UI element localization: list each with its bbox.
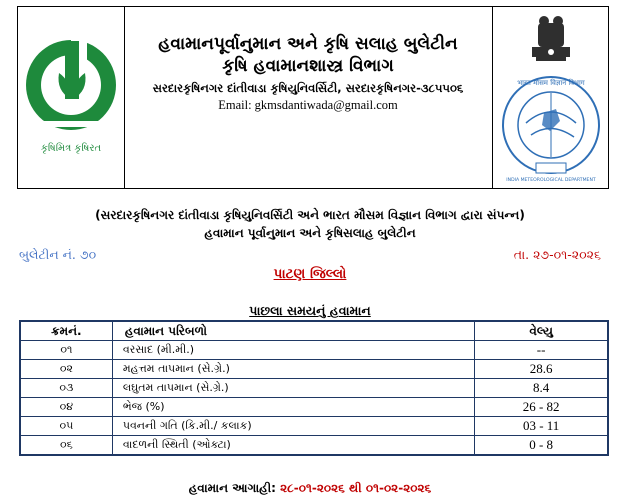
table-row [20,398,608,417]
row-number: ૦૨ [20,360,112,379]
past-weather-table [19,320,609,456]
forecast-heading [0,481,620,496]
imd-logo-english-text: INDIA METEOROLOGICAL DEPARTMENT [506,178,596,183]
contact-email: Email: gkmsdantiwada@gmail.com [218,98,398,112]
bulletin-number: બુલેટીન નં. ૭૦ [19,247,97,262]
row-number: ૦૩ [20,379,112,398]
university-logo-caption: કૃષિમિત્ર કૃષિરત [40,143,102,154]
university-logo [21,21,121,176]
row-parameter: વરસાદ (મી.મી.) [112,341,474,360]
row-parameter: લઘુતમ તાપમાન (સે.ગ્રે.) [112,379,474,398]
row-parameter: ભેજ (%) [112,398,474,417]
table-row [20,379,608,398]
row-parameter: મહત્તમ તાપમાન (સે.ગ્રે.) [112,360,474,379]
header-box [17,6,609,189]
credit-line: (સરદારકૃષિનગર દાંતીવાડા કૃષિયુનિવર્સિટી અને ભારત મૌસમ વિજ્ઞાન વિભાગ દ્વારા સંપન્ન) [95,208,525,222]
header-divider-left [124,7,125,188]
table-row [20,436,608,456]
row-value: 0 - 8 [475,436,608,456]
column-header-value: વેલ્યુ [475,321,608,341]
department-title: કૃષિ હવામાનશાસ્ત્ર વિભાગ [222,56,394,76]
row-value: 8.4 [475,379,608,398]
past-weather-title: પાછલા સમયનું હવામાન [249,303,371,318]
bulletin-main-title: હવામાનપૂર્વાનુમાન અને કૃષિ સલાહ બુલેટીન [158,34,458,54]
row-number: ૦૬ [20,436,112,456]
ashoka-emblem-icon [532,16,570,61]
university-address: સરદારકૃષિનગર દાંતીવાડા કૃષિયુનિવર્સિટી, સરદારકૃષિનગર-૩૮૫૫૦૬ [152,81,464,95]
district-name: પાટણ જિલ્લો [273,266,347,282]
row-value: 03 - 11 [475,417,608,436]
table-row [20,341,608,360]
row-value: 28.6 [475,360,608,379]
row-value: 26 - 82 [475,398,608,417]
imd-globe-icon [503,77,599,173]
row-number: ૦૧ [20,341,112,360]
header-text-block [126,33,490,113]
column-header-parameter: હવામાન પરિબળો [112,321,474,341]
forecast-label: હવામાન આગાહી: [188,481,276,495]
imd-logo [496,13,606,185]
imd-logo-hindi-text: भारत मौसम विज्ञान विभाग [517,79,585,87]
row-number: ૦૪ [20,398,112,417]
table-row [20,417,608,436]
row-number: ૦૫ [20,417,112,436]
row-value: -- [475,341,608,360]
column-header-no: ક્રમનં. [20,321,112,341]
forecast-dates: ૨૮-૦૧-૨૦૨૬ થી ૦૧-૦૨-૨૦૨૬ [280,481,432,495]
header-divider-right [492,7,493,188]
table-header-row [20,321,608,341]
bulletin-date: તા. ૨૭-૦૧-૨૦૨૬ [513,247,601,262]
row-parameter: પવનની ગતિ (કિ.મી./ કલાક) [112,417,474,436]
table-row [20,360,608,379]
bulletin-subtitle: હવામાન પૂર્વાનુમાન અને કૃષિસલાહ બુલેટીન [204,226,416,240]
row-parameter: વાદળની સ્થિતી (ઓક્ટા) [112,436,474,456]
